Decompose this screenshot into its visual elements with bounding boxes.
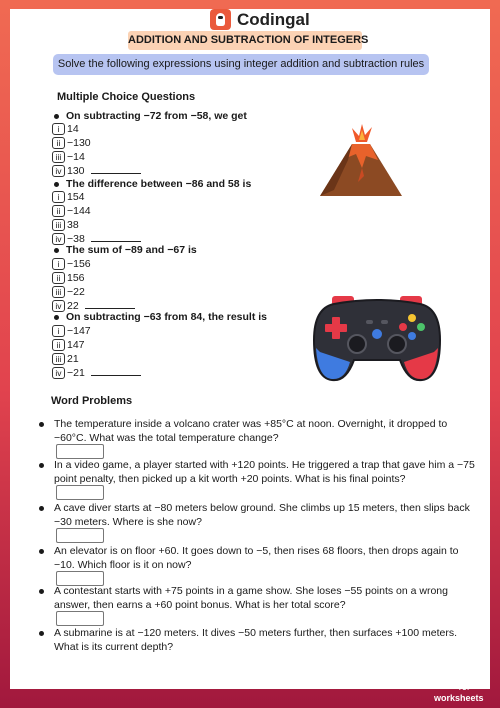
home-button-icon — [372, 329, 382, 339]
mcq-option[interactable] — [52, 339, 85, 351]
mcq-option[interactable] — [52, 151, 85, 163]
answer-box[interactable] — [56, 485, 104, 500]
word-problem-1: The temperature inside a volcano crater was +85°C at noon. Overnight, it dropped to −60°C. What was the total temperature change? — [54, 417, 478, 445]
start-button-icon — [381, 320, 388, 324]
mcq-option[interactable] — [52, 191, 85, 203]
word-problem-6: A submarine is at −120 meters. It dives −50 meters further, then surfaces +100 meters. What is its current depth? — [54, 626, 478, 654]
option-value: 156 — [67, 272, 85, 284]
button-b-icon — [417, 323, 425, 331]
footer-brand-label[interactable]: worksheets — [434, 693, 484, 703]
option-value: −14 — [67, 151, 85, 163]
mcq-option[interactable] — [52, 137, 91, 149]
option-value: −130 — [67, 137, 91, 149]
gamepad-illustration — [312, 290, 442, 385]
option-number-badge: i — [52, 191, 65, 203]
mcq-question-2: The difference between −86 and 58 is — [66, 178, 252, 190]
mcq-question-1: On subtracting −72 from −58, we get — [66, 110, 247, 122]
word-problems-heading: Word Problems — [51, 395, 133, 407]
option-value: 147 — [67, 339, 85, 351]
option-number-badge: i — [52, 258, 65, 270]
right-analog-stick — [388, 335, 406, 353]
volcano-illustration — [318, 120, 403, 200]
option-value: −144 — [67, 205, 91, 217]
option-number-badge: iv — [52, 367, 65, 379]
word-problem-3: A cave diver starts at −80 meters below ground. She climbs up 15 meters, then slips back −30 meters. Where is she now? — [54, 501, 478, 529]
option-value: −147 — [67, 325, 91, 337]
option-value: −156 — [67, 258, 91, 270]
button-x-icon — [399, 323, 407, 331]
answer-box[interactable] — [56, 444, 104, 459]
word-problem-2: In a video game, a player started with +120 points. He triggered a trap that gave him a −75 point penalty, then picked up a kit worth +20 points. What is his final points? — [54, 458, 478, 486]
answer-blank[interactable] — [91, 233, 141, 242]
answer-box[interactable] — [56, 528, 104, 543]
mcq-option[interactable] — [52, 258, 91, 270]
mcq-option[interactable] — [52, 123, 79, 135]
mcq-option[interactable] — [52, 205, 91, 217]
option-number-badge: iv — [52, 300, 65, 312]
option-value: 38 — [67, 219, 79, 231]
word-problem-5: A contestant starts with +75 points in a game show. She loses −55 points on a wrong answer, then earns a +60 point bonus. What is her total score? — [54, 584, 478, 612]
worksheet-title: ADDITION AND SUBTRACTION OF INTEGERS — [128, 31, 362, 50]
button-y-icon — [408, 314, 416, 322]
answer-box[interactable] — [56, 611, 104, 626]
option-value: 14 — [67, 123, 79, 135]
answer-blank[interactable] — [85, 300, 135, 309]
option-number-badge: i — [52, 123, 65, 135]
option-number-badge: i — [52, 325, 65, 337]
codingal-logo-icon — [210, 9, 231, 30]
option-value: 130 — [67, 165, 85, 177]
mcq-heading: Multiple Choice Questions — [57, 91, 196, 103]
select-button-icon — [366, 320, 373, 324]
option-number-badge: iii — [52, 219, 65, 231]
option-value: 22 — [67, 300, 79, 312]
button-a-icon — [408, 332, 416, 340]
option-value: −21 — [67, 367, 85, 379]
option-value: −38 — [67, 233, 85, 245]
mcq-question-3: The sum of −89 and −67 is — [66, 244, 197, 256]
footer-top-label: TOP — [458, 686, 472, 692]
option-number-badge: ii — [52, 339, 65, 351]
answer-blank[interactable] — [91, 367, 141, 376]
option-value: 154 — [67, 191, 85, 203]
mcq-option[interactable] — [52, 286, 85, 298]
mcq-option[interactable] — [52, 165, 141, 177]
option-number-badge: iii — [52, 151, 65, 163]
word-problem-4: An elevator is on floor +60. It goes down to −5, then rises 68 floors, then drops again to −10. Which floor is it on now? — [54, 544, 478, 572]
option-number-badge: iv — [52, 165, 65, 177]
option-number-badge: iv — [52, 233, 65, 245]
option-number-badge: ii — [52, 205, 65, 217]
answer-blank[interactable] — [91, 165, 141, 174]
mcq-option[interactable] — [52, 353, 79, 365]
brand-name: Codingal — [237, 9, 310, 29]
mcq-option[interactable] — [52, 367, 141, 379]
option-number-badge: iii — [52, 286, 65, 298]
option-number-badge: ii — [52, 272, 65, 284]
instructions-banner: Solve the following expressions using integer addition and subtraction rules — [53, 54, 429, 75]
mcq-question-4: On subtracting −63 from 84, the result is — [66, 311, 268, 323]
mcq-option[interactable] — [52, 272, 85, 284]
mcq-option[interactable] — [52, 325, 91, 337]
option-number-badge: ii — [52, 137, 65, 149]
option-number-badge: iii — [52, 353, 65, 365]
mcq-option[interactable] — [52, 219, 79, 231]
option-value: 21 — [67, 353, 79, 365]
left-analog-stick — [348, 335, 366, 353]
option-value: −22 — [67, 286, 85, 298]
brand-logo — [210, 9, 310, 30]
